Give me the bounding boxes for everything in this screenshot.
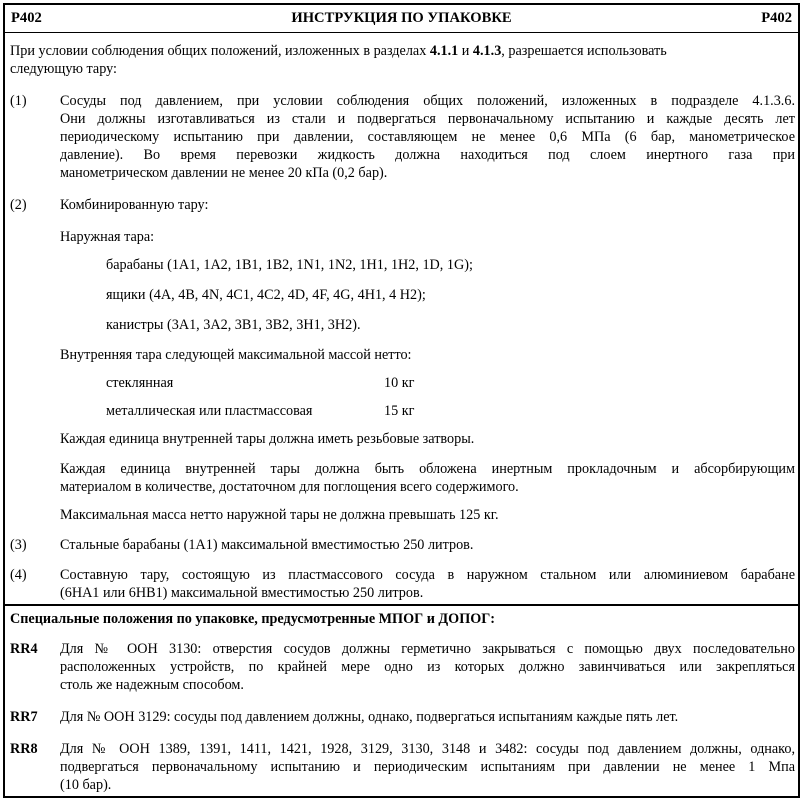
table-header <box>5 5 798 33</box>
drums-list: барабаны (1A1, 1A2, 1B1, 1B2, 1N1, 1N2, 1H1, 1H2, 1D, 1G); <box>106 257 473 273</box>
cushioning-line-2: материалом в количестве, достаточном для поглощения всего содержимого. <box>60 479 519 495</box>
intro-text-a: При условии соблюдения общих положений, изложенных в разделах <box>10 43 430 59</box>
rr7-line-1: Для № ООН 3129: сосуды под давлением должны, однако, подвергаться испытаниям каждые пять лет. <box>60 709 679 725</box>
rr4-line-3: столь же надежным способом. <box>60 677 244 693</box>
header-title: ИНСТРУКЦИЯ ПО УПАКОВКЕ <box>291 10 512 26</box>
section-divider <box>5 604 798 606</box>
threaded-closures-text: Каждая единица внутренней тары должна иметь резьбовые затворы. <box>60 431 475 447</box>
rr4-code: RR4 <box>10 641 38 657</box>
rr8-line-1: Для № ООН 1389, 1391, 1411, 1421, 1928, 3129, 3130, 3148 и 3482: сосуды под давлением должны, однако, <box>60 741 795 757</box>
intro-line-2: следующую тару: <box>10 61 117 77</box>
item-1-line-3: периодическому испытанию при давлении, составляющем не менее 0,6 МПа (6 бар, манометрическое <box>60 129 795 145</box>
item-4-line-1: Составную тару, состоящую из пластмассового сосуда в наружном стальном или алюминиевом барабане <box>60 567 795 583</box>
rr8-line-3: (10 бар). <box>60 777 112 793</box>
intro-line-1 <box>10 42 667 60</box>
metal-plastic-mass: 15 кг <box>384 403 415 419</box>
cushioning-line-1: Каждая единица внутренней тары должна быть обложена инертным прокладочным и абсорбирующим <box>60 461 795 477</box>
intro-ref-2: 4.1.3 <box>472 43 502 59</box>
item-1-number: (1) <box>10 93 27 109</box>
intro-ref-1: 4.1.1 <box>429 43 459 59</box>
max-mass-text: Максимальная масса нетто наружной тары не должна превышать 125 кг. <box>60 507 499 523</box>
item-1-line-1: Сосуды под давлением, при условии соблюдения общих положений, изложенных в подразделе 4.1.3.6. <box>60 93 795 109</box>
item-2-number: (2) <box>10 197 27 213</box>
intro-text-b: , разрешается использовать <box>501 43 667 59</box>
rr4-line-1: Для № ООН 3130: отверстия сосудов должны герметично закрываться с помощью двух последовательно <box>60 641 795 657</box>
item-4-number: (4) <box>10 567 27 583</box>
item-1-line-5: манометрическом давлении не менее 20 кПа (0,2 бар). <box>60 165 388 181</box>
glass-mass: 10 кг <box>384 375 415 391</box>
rr8-code: RR8 <box>10 741 38 757</box>
item-1-line-4: давление). Во время перевозки жидкость должна находиться под слоем инертного газа при <box>60 147 795 163</box>
item-4-line-2: (6HA1 или 6HB1) максимальной вместимостью 250 литров. <box>60 585 424 601</box>
inner-packaging-label: Внутренняя тара следующей максимальной массой нетто: <box>60 347 412 363</box>
item-3-number: (3) <box>10 537 27 553</box>
jerricans-list: канистры (3A1, 3A2, 3B1, 3B2, 3H1, 3H2). <box>106 317 361 333</box>
rr8-line-2: подвергаться первоначальному испытанию и периодическим испытаниям при давлении не менее 1 Мпа <box>60 759 795 775</box>
item-2-title: Комбинированную тару: <box>60 197 209 213</box>
boxes-list: ящики (4A, 4B, 4N, 4C1, 4C2, 4D, 4F, 4G, 4H1, 4 H2); <box>106 287 426 303</box>
header-code-left: P402 <box>11 10 42 26</box>
metal-plastic-label: металлическая или пластмассовая <box>106 403 313 419</box>
packing-instruction-table <box>3 3 800 798</box>
intro-and: и <box>458 43 473 59</box>
outer-packaging-label: Наружная тара: <box>60 229 155 245</box>
rr4-line-2: расположенных устройств, по крайней мере одно из которых должно завинчиваться или закрепляться <box>60 659 795 675</box>
glass-label: стеклянная <box>106 375 174 391</box>
item-1-line-2: Они должны изготавливаться из стали и подвергаться первоначальному испытанию и каждые десять лет <box>60 111 795 127</box>
item-3-text: Стальные барабаны (1A1) максимальной вместимостью 250 литров. <box>60 537 474 553</box>
special-provisions-heading: Специальные положения по упаковке, предусмотренные МПОГ и ДОПОГ: <box>10 611 496 627</box>
header-code-right: P402 <box>761 10 792 26</box>
rr7-code: RR7 <box>10 709 38 725</box>
